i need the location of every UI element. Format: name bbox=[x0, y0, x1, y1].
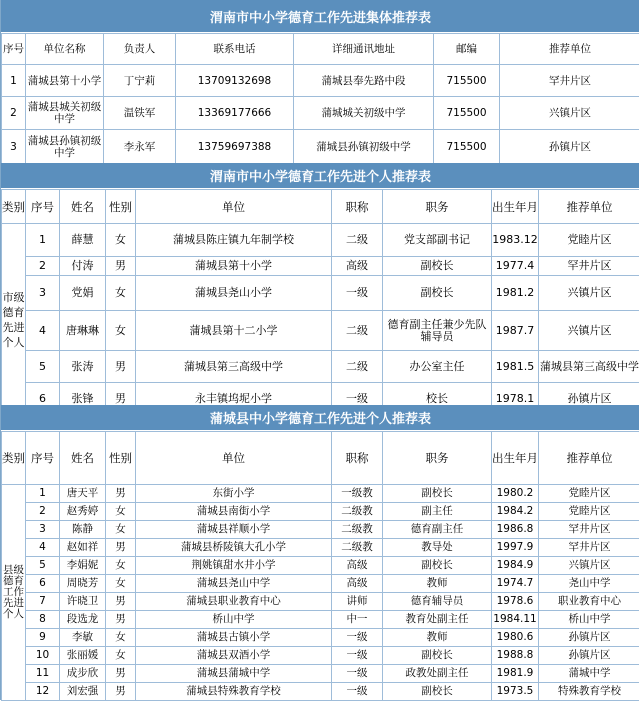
table-row bbox=[2, 351, 639, 383]
col-header: 邮编 bbox=[434, 34, 500, 65]
table-cell: 桥山中学 bbox=[136, 611, 332, 629]
table-cell: 1988.8 bbox=[492, 647, 539, 665]
table-cell: 兴镇片区 bbox=[539, 311, 639, 351]
table-cell: 兴镇片区 bbox=[539, 557, 639, 575]
table-cell: 丁宁莉 bbox=[104, 65, 176, 97]
table-cell: 副主任 bbox=[383, 503, 492, 521]
table-cell: 赵如祥 bbox=[60, 539, 106, 557]
table-cell: 一级 bbox=[332, 647, 383, 665]
table-cell: 张涛 bbox=[60, 351, 106, 383]
table-cell: 女 bbox=[106, 503, 136, 521]
col-header: 序号 bbox=[26, 432, 60, 485]
table-cell: 教师 bbox=[383, 629, 492, 647]
table-cell: 讲师 bbox=[332, 593, 383, 611]
table-cell: 女 bbox=[106, 647, 136, 665]
city-individual-table bbox=[1, 189, 639, 416]
table-cell: 一级 bbox=[332, 665, 383, 683]
table-cell: 职业教育中心 bbox=[539, 593, 639, 611]
table-cell: 4 bbox=[26, 311, 60, 351]
col-header: 出生年月 bbox=[492, 432, 539, 485]
table-row bbox=[2, 130, 639, 164]
table-row bbox=[2, 485, 639, 503]
table-cell: 罕井片区 bbox=[500, 65, 639, 97]
table-cell: 二级 bbox=[332, 311, 383, 351]
table-cell: 副校长 bbox=[383, 276, 492, 311]
section1-title: 渭南市中小学德育工作先进集体推荐表 bbox=[1, 0, 639, 33]
table-cell: 刘宏强 bbox=[60, 683, 106, 701]
table-cell: 男 bbox=[106, 383, 136, 416]
col-header: 序号 bbox=[26, 190, 60, 224]
table-row bbox=[2, 224, 639, 257]
table-cell: 3 bbox=[26, 521, 60, 539]
table-cell: 副校长 bbox=[383, 647, 492, 665]
table-cell: 党支部副书记 bbox=[383, 224, 492, 257]
table-cell: 薛慧 bbox=[60, 224, 106, 257]
table-cell: 715500 bbox=[434, 97, 500, 130]
table-cell: 蒲城县南街小学 bbox=[136, 503, 332, 521]
table-cell: 党娟 bbox=[60, 276, 106, 311]
section2-title: 渭南市中小学德育工作先进个人推荐表 bbox=[1, 163, 639, 189]
table-cell: 蒲城中学 bbox=[539, 665, 639, 683]
table-cell: 1986.8 bbox=[492, 521, 539, 539]
table-cell: 13369177666 bbox=[176, 97, 294, 130]
table-cell: 德育副主任 bbox=[383, 521, 492, 539]
col-header: 职称 bbox=[332, 432, 383, 485]
table-cell: 1983.12 bbox=[492, 224, 539, 257]
table-cell: 2 bbox=[26, 257, 60, 276]
table-cell: 10 bbox=[26, 647, 60, 665]
table-cell: 蒲城城关初级中学 bbox=[294, 97, 434, 130]
col-header: 类别 bbox=[2, 432, 26, 485]
table-cell: 4 bbox=[26, 539, 60, 557]
table-cell: 张丽媛 bbox=[60, 647, 106, 665]
table-cell: 1984.11 bbox=[492, 611, 539, 629]
col-header: 姓名 bbox=[60, 432, 106, 485]
table-cell: 1978.1 bbox=[492, 383, 539, 416]
table-cell: 兴镇片区 bbox=[500, 97, 639, 130]
table-row bbox=[2, 276, 639, 311]
table-row bbox=[2, 503, 639, 521]
category-cell: 市级德育先进个人 bbox=[2, 224, 26, 416]
table-cell: 付涛 bbox=[60, 257, 106, 276]
county-individual-table bbox=[1, 431, 639, 701]
table-cell: 男 bbox=[106, 257, 136, 276]
table-cell: 蒲城县职业教育中心 bbox=[136, 593, 332, 611]
table-row bbox=[2, 647, 639, 665]
col-header: 职称 bbox=[332, 190, 383, 224]
col-header: 单位 bbox=[136, 190, 332, 224]
table-cell: 1987.7 bbox=[492, 311, 539, 351]
table-cell: 副校长 bbox=[383, 257, 492, 276]
table-cell: 蒲城县孙镇初级中学 bbox=[26, 130, 104, 164]
table-cell: 2 bbox=[2, 97, 26, 130]
table-cell: 1980.2 bbox=[492, 485, 539, 503]
table-cell: 1984.2 bbox=[492, 503, 539, 521]
table-cell: 周晓芳 bbox=[60, 575, 106, 593]
table-cell: 特殊教育学校 bbox=[539, 683, 639, 701]
table-cell: 张锋 bbox=[60, 383, 106, 416]
table-cell: 教师 bbox=[383, 575, 492, 593]
table-cell: 13759697388 bbox=[176, 130, 294, 164]
table-cell: 女 bbox=[106, 521, 136, 539]
table-cell: 女 bbox=[106, 276, 136, 311]
table-cell: 二级教 bbox=[332, 539, 383, 557]
table-row bbox=[2, 311, 639, 351]
table-cell: 1974.7 bbox=[492, 575, 539, 593]
table-cell: 二级教 bbox=[332, 503, 383, 521]
table-header-row bbox=[2, 34, 639, 65]
table-cell: 2 bbox=[26, 503, 60, 521]
table-cell: 罕井片区 bbox=[539, 257, 639, 276]
col-header: 单位名称 bbox=[26, 34, 104, 65]
table-cell: 赵秀婷 bbox=[60, 503, 106, 521]
table-cell: 尧山中学 bbox=[539, 575, 639, 593]
table-cell: 1978.6 bbox=[492, 593, 539, 611]
table-cell: 蒲城县桥陵镇大孔小学 bbox=[136, 539, 332, 557]
table-cell: 蒲城县双酒小学 bbox=[136, 647, 332, 665]
col-header: 职务 bbox=[383, 190, 492, 224]
table-cell: 唐天平 bbox=[60, 485, 106, 503]
collective-table bbox=[1, 33, 639, 164]
table-cell: 高级 bbox=[332, 557, 383, 575]
table-cell: 男 bbox=[106, 665, 136, 683]
col-header: 姓名 bbox=[60, 190, 106, 224]
table-cell: 蒲城县第十小学 bbox=[26, 65, 104, 97]
table-cell: 德育副主任兼少先队辅导员 bbox=[383, 311, 492, 351]
table-cell: 1 bbox=[26, 485, 60, 503]
table-cell: 教育处副主任 bbox=[383, 611, 492, 629]
table-cell: 男 bbox=[106, 351, 136, 383]
table-cell: 永丰镇坞坭小学 bbox=[136, 383, 332, 416]
table-cell: 成步欣 bbox=[60, 665, 106, 683]
table-cell: 蒲城县奉先路中段 bbox=[294, 65, 434, 97]
table-cell: 德育辅导员 bbox=[383, 593, 492, 611]
table-cell: 蒲城县陈庄镇九年制学校 bbox=[136, 224, 332, 257]
table-cell: 1 bbox=[2, 65, 26, 97]
table-cell: 1997.9 bbox=[492, 539, 539, 557]
table-cell: 孙镇片区 bbox=[539, 629, 639, 647]
table-cell: 6 bbox=[26, 575, 60, 593]
table-cell: 715500 bbox=[434, 130, 500, 164]
col-header: 类别 bbox=[2, 190, 26, 224]
table-cell: 副校长 bbox=[383, 683, 492, 701]
table-cell: 段选龙 bbox=[60, 611, 106, 629]
table-row bbox=[2, 593, 639, 611]
table-cell: 孙镇片区 bbox=[539, 647, 639, 665]
table-cell: 副校长 bbox=[383, 485, 492, 503]
table-cell: 唐琳琳 bbox=[60, 311, 106, 351]
table-cell: 1980.6 bbox=[492, 629, 539, 647]
table-cell: 一级 bbox=[332, 276, 383, 311]
table-cell: 孙镇片区 bbox=[500, 130, 639, 164]
table-cell: 1973.5 bbox=[492, 683, 539, 701]
table-cell: 许晓卫 bbox=[60, 593, 106, 611]
table-cell: 中一 bbox=[332, 611, 383, 629]
col-header: 性别 bbox=[106, 432, 136, 485]
table-cell: 7 bbox=[26, 593, 60, 611]
table-row bbox=[2, 665, 639, 683]
table-cell: 男 bbox=[106, 611, 136, 629]
table-cell: 李娟妮 bbox=[60, 557, 106, 575]
col-header: 推荐单位 bbox=[500, 34, 639, 65]
table-cell: 1981.9 bbox=[492, 665, 539, 683]
table-cell: 温铁军 bbox=[104, 97, 176, 130]
table-cell: 二级教 bbox=[332, 521, 383, 539]
col-header: 序号 bbox=[2, 34, 26, 65]
table-cell: 蒲城县特殊教育学校 bbox=[136, 683, 332, 701]
table-cell: 荆姚镇甜水井小学 bbox=[136, 557, 332, 575]
table-cell: 党睦片区 bbox=[539, 503, 639, 521]
col-header: 出生年月 bbox=[492, 190, 539, 224]
table-row bbox=[2, 97, 639, 130]
table-cell: 罕井片区 bbox=[539, 539, 639, 557]
table-cell: 教导处 bbox=[383, 539, 492, 557]
table-cell: 11 bbox=[26, 665, 60, 683]
table-cell: 男 bbox=[106, 485, 136, 503]
table-cell: 12 bbox=[26, 683, 60, 701]
table-cell: 女 bbox=[106, 557, 136, 575]
table-cell: 蒲城县城关初级中学 bbox=[26, 97, 104, 130]
table-row bbox=[2, 611, 639, 629]
table-cell: 蒲城县祥顺小学 bbox=[136, 521, 332, 539]
table-cell: 一级 bbox=[332, 683, 383, 701]
col-header: 性别 bbox=[106, 190, 136, 224]
table-cell: 一级 bbox=[332, 629, 383, 647]
col-header: 联系电话 bbox=[176, 34, 294, 65]
table-cell: 陈静 bbox=[60, 521, 106, 539]
table-cell: 孙镇片区 bbox=[539, 383, 639, 416]
table-cell: 兴镇片区 bbox=[539, 276, 639, 311]
table-row bbox=[2, 257, 639, 276]
table-cell: 1977.4 bbox=[492, 257, 539, 276]
table-cell: 715500 bbox=[434, 65, 500, 97]
table-cell: 女 bbox=[106, 575, 136, 593]
table-cell: 13709132698 bbox=[176, 65, 294, 97]
table-cell: 男 bbox=[106, 593, 136, 611]
table-cell: 党睦片区 bbox=[539, 485, 639, 503]
table-cell: 蒲城县第十小学 bbox=[136, 257, 332, 276]
table-cell: 3 bbox=[2, 130, 26, 164]
table-cell: 桥山中学 bbox=[539, 611, 639, 629]
table-row bbox=[2, 683, 639, 701]
table-cell: 蒲城县尧山中学 bbox=[136, 575, 332, 593]
table-row bbox=[2, 539, 639, 557]
table-row bbox=[2, 629, 639, 647]
table-cell: 一级 bbox=[332, 383, 383, 416]
table-cell: 1981.2 bbox=[492, 276, 539, 311]
table-cell: 东街小学 bbox=[136, 485, 332, 503]
table-cell: 5 bbox=[26, 351, 60, 383]
table-row bbox=[2, 575, 639, 593]
table-cell: 蒲城县孙镇初级中学 bbox=[294, 130, 434, 164]
col-header: 单位 bbox=[136, 432, 332, 485]
table-cell: 6 bbox=[26, 383, 60, 416]
table-cell: 5 bbox=[26, 557, 60, 575]
table-cell: 男 bbox=[106, 683, 136, 701]
table-cell: 二级 bbox=[332, 224, 383, 257]
table-cell: 二级 bbox=[332, 351, 383, 383]
table-cell: 一级教 bbox=[332, 485, 383, 503]
table-cell: 办公室主任 bbox=[383, 351, 492, 383]
table-row bbox=[2, 557, 639, 575]
table-cell: 高级 bbox=[332, 575, 383, 593]
table-cell: 1981.5 bbox=[492, 351, 539, 383]
section3-title: 蒲城县中小学德育工作先进个人推荐表 bbox=[1, 405, 639, 431]
table-cell: 蒲城县尧山小学 bbox=[136, 276, 332, 311]
table-cell: 政教处副主任 bbox=[383, 665, 492, 683]
table-row bbox=[2, 521, 639, 539]
table-cell: 女 bbox=[106, 629, 136, 647]
table-cell: 高级 bbox=[332, 257, 383, 276]
table-cell: 蒲城县蒲城中学 bbox=[136, 665, 332, 683]
table-cell: 校长 bbox=[383, 383, 492, 416]
table-cell: 李敏 bbox=[60, 629, 106, 647]
table-cell: 1 bbox=[26, 224, 60, 257]
col-header: 推荐单位 bbox=[539, 190, 639, 224]
table-cell: 蒲城县古镇小学 bbox=[136, 629, 332, 647]
table-cell: 女 bbox=[106, 311, 136, 351]
table-cell: 蒲城县第三高级中学 bbox=[136, 351, 332, 383]
table-cell: 副校长 bbox=[383, 557, 492, 575]
table-header-row bbox=[2, 190, 639, 224]
table-cell: 9 bbox=[26, 629, 60, 647]
table-cell: 党睦片区 bbox=[539, 224, 639, 257]
col-header: 负责人 bbox=[104, 34, 176, 65]
col-header: 详细通讯地址 bbox=[294, 34, 434, 65]
table-cell: 8 bbox=[26, 611, 60, 629]
table-cell: 女 bbox=[106, 224, 136, 257]
table-cell: 1984.9 bbox=[492, 557, 539, 575]
table-row bbox=[2, 65, 639, 97]
category-cell: 县级德育工作先进个人 bbox=[2, 485, 26, 701]
col-header: 职务 bbox=[383, 432, 492, 485]
table-cell: 3 bbox=[26, 276, 60, 311]
table-cell: 男 bbox=[106, 539, 136, 557]
table-cell: 蒲城县第十二小学 bbox=[136, 311, 332, 351]
table-cell: 蒲城县第三高级中学 bbox=[539, 351, 639, 383]
col-header: 推荐单位 bbox=[539, 432, 639, 485]
table-cell: 罕井片区 bbox=[539, 521, 639, 539]
table-header-row bbox=[2, 432, 639, 485]
table-cell: 李永军 bbox=[104, 130, 176, 164]
